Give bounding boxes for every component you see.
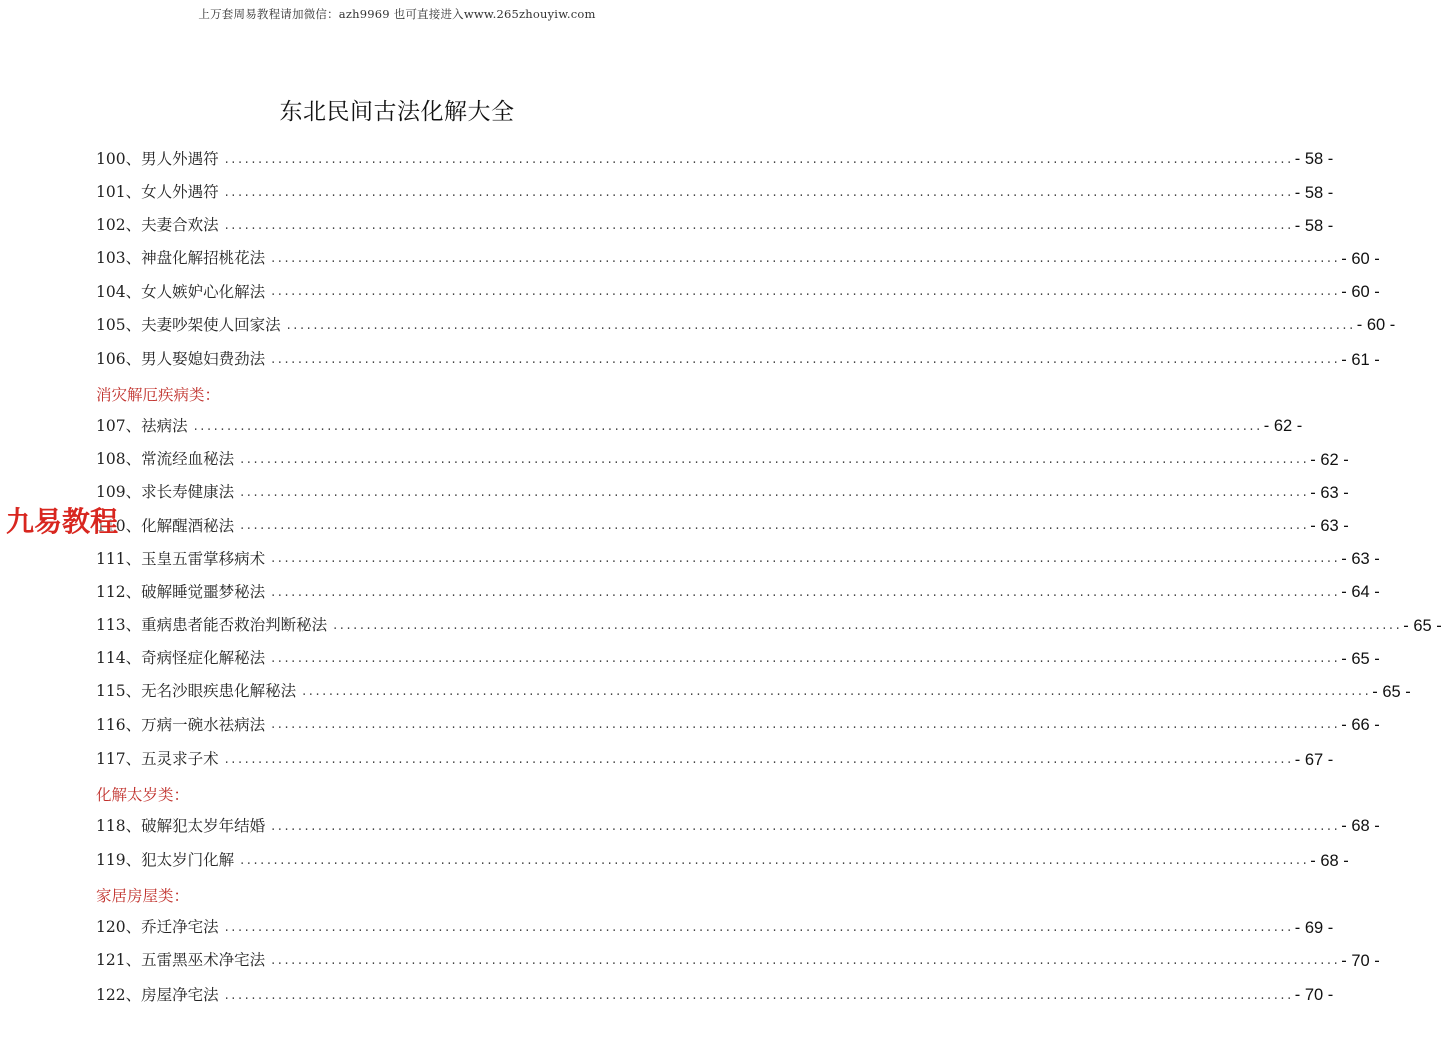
toc-entry-title: 115、无名沙眼疾患化解秘法 <box>96 684 302 700</box>
toc-page-number: - 60 - <box>1341 249 1380 268</box>
table-of-contents <box>96 143 1442 1014</box>
dot-leader: ................................................................................................................................................................ <box>240 853 1310 869</box>
toc-entry[interactable] <box>96 443 1349 476</box>
dot-leader: ................................................................................................................................................................ <box>271 952 1341 968</box>
dot-leader: ................................................................................................................................................................ <box>271 251 1341 267</box>
toc-entry-title: 112、破解睡觉噩梦秘法 <box>96 585 271 601</box>
toc-entry-title: 108、常流经血秘法 <box>96 452 240 468</box>
toc-entry[interactable] <box>96 477 1349 510</box>
toc-entry-title: 117、五灵求子术 <box>96 752 225 768</box>
toc-entry-title: 111、玉皇五雷掌移病术 <box>96 552 271 568</box>
toc-page-number: - 63 - <box>1310 517 1349 536</box>
dot-leader: ................................................................................................................................................................ <box>224 217 1294 233</box>
toc-page-number: - 61 - <box>1341 350 1380 369</box>
dot-leader: ................................................................................................................................................................ <box>271 584 1341 600</box>
toc-entry[interactable] <box>96 843 1349 879</box>
toc-page-number: - 68 - <box>1341 817 1380 836</box>
toc-entry[interactable] <box>96 642 1380 675</box>
toc-page-number: - 62 - <box>1310 450 1349 469</box>
toc-page-number: - 63 - <box>1310 483 1349 502</box>
toc-entry[interactable] <box>96 810 1380 843</box>
toc-entry[interactable] <box>96 609 1442 642</box>
toc-entry-title: 121、五雷黑巫术净宅法 <box>96 953 271 969</box>
toc-entry-title: 107、祛病法 <box>96 419 194 435</box>
toc-page-number: - 65 - <box>1372 682 1411 701</box>
dot-leader: ................................................................................................................................................................ <box>240 451 1310 467</box>
toc-entry[interactable] <box>96 709 1380 742</box>
dot-leader: ................................................................................................................................................................ <box>271 551 1341 567</box>
toc-page-number: - 64 - <box>1341 583 1380 602</box>
dot-leader: ................................................................................................................................................................ <box>286 317 1356 333</box>
toc-page-number: - 66 - <box>1341 716 1380 735</box>
toc-entry[interactable] <box>96 209 1334 242</box>
toc-entry-title: 103、神盘化解招桃花法 <box>96 251 271 267</box>
toc-entry[interactable] <box>96 944 1380 977</box>
toc-entry-title: 113、重病患者能否救治判断秘法 <box>96 618 333 634</box>
toc-entry[interactable] <box>96 510 1349 543</box>
dot-leader: ................................................................................................................................................................ <box>240 518 1310 534</box>
toc-page-number: - 58 - <box>1294 183 1334 202</box>
toc-entry[interactable] <box>96 676 1411 709</box>
dot-leader: ................................................................................................................................................................ <box>224 919 1294 935</box>
toc-entry[interactable] <box>96 978 1334 1014</box>
dot-leader: ................................................................................................................................................................ <box>240 485 1310 501</box>
toc-page-number: - 68 - <box>1310 851 1349 870</box>
toc-entry-title: 104、女人嫉妒心化解法 <box>96 285 271 301</box>
toc-entry-title: 116、万病一碗水祛病法 <box>96 718 271 734</box>
toc-entry-title: 105、夫妻吵架使人回家法 <box>96 318 287 334</box>
toc-entry[interactable] <box>96 309 1396 342</box>
toc-page-number: - 60 - <box>1356 316 1396 335</box>
toc-entry-title: 106、男人娶媳妇费劲法 <box>96 352 271 368</box>
document-title: 东北民间古法化解大全 <box>279 99 515 125</box>
dot-leader: ................................................................................................................................................................ <box>224 752 1294 767</box>
toc-entry[interactable] <box>96 742 1334 778</box>
toc-page-number: - 58 - <box>1294 216 1334 235</box>
toc-entry-title: 101、女人外遇符 <box>96 185 225 201</box>
toc-entry[interactable] <box>96 342 1380 378</box>
toc-entry-title: 100、男人外遇符 <box>96 152 225 168</box>
toc-entry-title: 109、求长寿健康法 <box>96 485 240 501</box>
dot-leader: ................................................................................................................................................................ <box>224 184 1294 200</box>
dot-leader: ................................................................................................................................................................ <box>333 617 1403 633</box>
toc-entry[interactable] <box>96 576 1380 609</box>
watermark-logo: 九易教程 <box>6 505 119 538</box>
dot-leader: ................................................................................................................................................................ <box>271 651 1341 667</box>
section-heading: 消灾解厄疾病类： <box>96 386 221 405</box>
toc-entry[interactable] <box>96 911 1334 944</box>
section-heading: 化解太岁类： <box>96 786 190 804</box>
toc-entry[interactable] <box>96 410 1303 443</box>
toc-page-number: - 70 - <box>1294 986 1334 1005</box>
dot-leader: ................................................................................................................................................................ <box>271 818 1341 834</box>
toc-page-number: - 65 - <box>1403 616 1442 635</box>
toc-entry[interactable] <box>96 176 1334 209</box>
toc-page-number: - 69 - <box>1294 918 1334 937</box>
dot-leader: ................................................................................................................................................................ <box>224 987 1294 1003</box>
toc-entry[interactable] <box>96 276 1380 309</box>
toc-page-number: - 58 - <box>1294 150 1334 169</box>
toc-entry[interactable] <box>96 243 1380 276</box>
toc-entry[interactable] <box>96 143 1334 176</box>
dot-leader: ................................................................................................................................................................ <box>271 352 1341 368</box>
toc-entry-title: 110、化解醒酒秘法 <box>96 519 240 535</box>
toc-entry-title: 119、犯太岁门化解 <box>96 853 240 869</box>
toc-entry-title: 120、乔迁净宅法 <box>96 920 225 936</box>
dot-leader: ................................................................................................................................................................ <box>302 684 1372 700</box>
toc-entry-title: 114、奇病怪症化解秘法 <box>96 651 271 667</box>
dot-leader: ................................................................................................................................................................ <box>224 151 1294 167</box>
dot-leader: ................................................................................................................................................................ <box>271 284 1341 300</box>
toc-page-number: - 70 - <box>1341 951 1380 970</box>
toc-entry-title: 122、房屋净宅法 <box>96 988 225 1004</box>
toc-entry-title: 118、破解犯太岁年结婚 <box>96 819 271 835</box>
toc-page-number: - 63 - <box>1341 550 1380 569</box>
toc-entry-title: 102、夫妻合欢法 <box>96 218 225 234</box>
toc-page-number: - 60 - <box>1341 283 1380 302</box>
section-heading: 家居房屋类： <box>96 887 190 906</box>
dot-leader: ................................................................................................................................................................ <box>193 418 1263 434</box>
toc-page-number: - 62 - <box>1263 417 1303 436</box>
toc-entry[interactable] <box>96 543 1380 576</box>
header-note: 上万套周易教程请加微信：azh9969 也可直接进入www.265zhouyiw.com <box>198 7 596 21</box>
toc-page-number: - 67 - <box>1294 750 1334 769</box>
toc-page-number: - 65 - <box>1341 649 1380 668</box>
dot-leader: ................................................................................................................................................................ <box>271 717 1341 733</box>
